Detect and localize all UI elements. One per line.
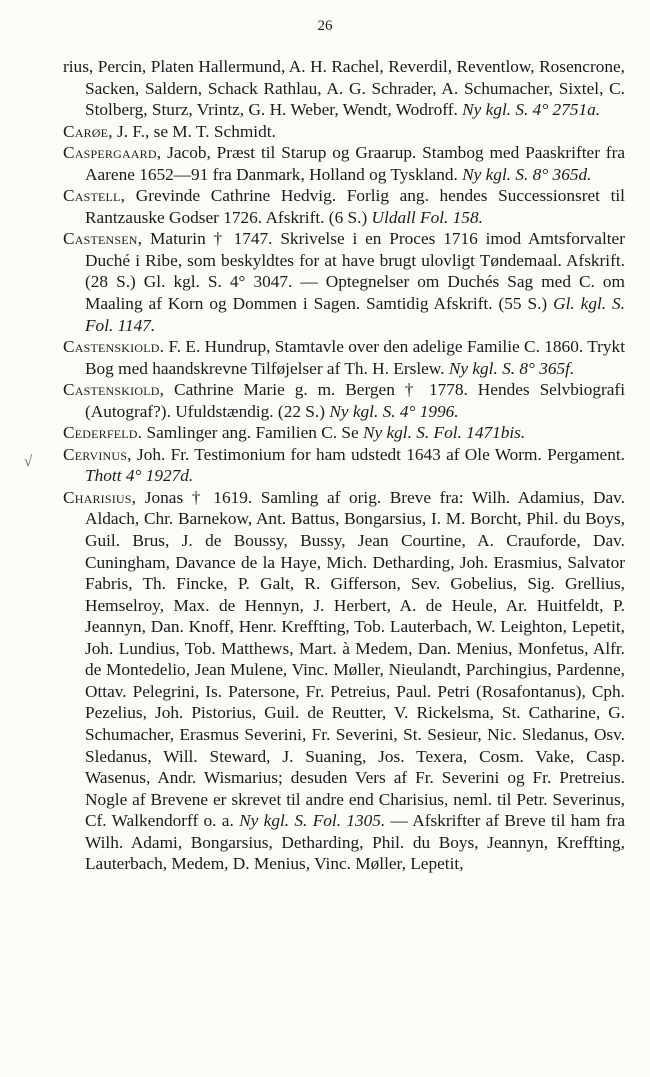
entry-reference: Ny kgl. S. 4° 2751a.: [462, 100, 601, 120]
entry-headword: Charisius,: [63, 487, 137, 507]
entry-headword: Caspergaard,: [63, 143, 162, 163]
catalog-entry: [63, 228, 625, 336]
entry-text: F. E. Hundrup, Stamtavle over den adelige Familie C. 1860. Trykt Bog med haandskrevne Tilføjelser af Th. H. Erslew.: [85, 337, 625, 378]
catalog-entry: [63, 379, 625, 422]
entry-text: Joh. Fr. Testimonium for ham udstedt 1643 af Ole Worm. Pergament.: [131, 444, 625, 464]
entry-headword: Castenskiold,: [63, 380, 165, 400]
catalog-entry: [63, 444, 625, 487]
entry-headword: Carøe,: [63, 121, 113, 141]
catalog-entry: [63, 142, 625, 185]
entry-headword: Castell,: [63, 186, 126, 206]
entry-headword: Castensen,: [63, 229, 143, 249]
entry-text: Jacob, Præst til Starup og Graarup. Stambog med Paaskrifter fra Aarene 1652—91 fra Danmark, Holland og Tyskland.: [85, 143, 625, 184]
entry-reference: Thott 4° 1927d.: [85, 466, 194, 486]
entry-text-continued: — Afskrifter af Breve til ham fra Wilh. Adami, Bongarsius, Detharding, Phil. du Boys, Jeannyn, Kreffting, Lauterbach, Medem, D. Menius, Vinc. Møller, Lepetit,: [85, 811, 626, 874]
catalog-entry: [63, 56, 625, 121]
entry-text: rius, Percin, Platen Hallermund, A. H. Rachel, Reverdil, Reventlow, Rosencrone, Sacken, Saldern, Schack Rathlau, A. G. Schrader, A. Schumacher, Sixtel, C. Stolberg, Sturz, Vrintz, G. H. Weber, Wendt, Wodroff.: [63, 57, 625, 120]
margin-annotation: √: [24, 454, 33, 470]
entry-text: Jonas † 1619. Samling af orig. Breve fra: Wilh. Adamius, Dav. Aldach, Chr. Barnekow, Ant. Battus, Bongarsius, I. M. Borcht, Phil. du Boys, Guil. Brus, J. de Boussy, Bussy, Jean Courtine, A. Crauforde, Dav. Cuningham, Davance de la Haye, Mich. Detharding, Joh. Erasmius, Salvator Fabris, Th. Fincke, P. Galt, R. Gifferson, Sev. Gobelius, Sig. Grellius, Hemselroy, Max. de Hennyn, J. Herbert, A. de Heule, Ar. Huitfeldt, P. Jeannyn, Dan. Knoff, Henr. Kreffting, Tob. Lauterbach, W. Leighton, Lepetit, Joh. Lundius, Tob. Matthews, Mart. à Medem, Dan. Menius, Monfetus, Alfr. de Montedelio, Jean Mulene, Vinc. Møller, Nieulandt, Parchingius, Pardenne, Ottav. Pelegrini, Is. Patersone, Fr. Petreius, Paul. Petri (Rosafontanus), Cph. Pezelius, Joh. Pistorius, Guil. de Reutter, V. Rickelsma, St. Catharine, G. Schumacher, Erasmus Severini, Fr. Severini, St. Sesieur, Nic. Sledanus, Osv. Sledanus, Will. Steward, J. Suaning, Jos. Texera, Cosm. Vake, Casp. Wasenus, Andr. Wismarius; desuden Vers af Fr. Severini og Fr. Pretreius. Nogle af Brevene er skrevet til andre end Charisius, neml. til Petr. Severinus, Cf. Walkendorff o. a.: [85, 487, 625, 831]
entry-reference: Ny kgl. S. 8° 365f.: [448, 358, 575, 378]
catalog-entries: [63, 56, 625, 875]
entry-reference: Uldall Fol. 158.: [371, 207, 483, 227]
catalog-entry: [63, 121, 625, 143]
entry-text: J. F., se M. T. Schmidt.: [112, 121, 276, 141]
catalog-entry: [63, 422, 625, 444]
entry-headword: Castenskiold.: [63, 337, 165, 357]
entry-text: Samlinger ang. Familien C. Se: [142, 423, 363, 443]
entry-reference: Ny kgl. S. 4° 1996.: [329, 401, 459, 421]
entry-text: Maturin † 1747. Skrivelse i en Proces 1716 imod Amtsforvalter Duché i Ribe, som beskyldtes for at have brugt ulovligt Tøndemaal. Afskrift. (28 S.) Gl. kgl. S. 4° 3047. — Optegnelser om Duchés Sag med C. om Maaling af Korn og Dommen i Sagen. Samtidig Afskrift. (55 S.): [85, 229, 625, 314]
page-number: 26: [317, 18, 333, 34]
entry-text: Grevinde Cathrine Hedvig. Forlig ang. hendes Successionsret til Rantzauske Godser 1726. Afskrift. (6 S.): [85, 186, 625, 227]
entry-reference: Ny kgl. S. 8° 365d.: [462, 164, 592, 184]
catalog-entry: [63, 336, 625, 379]
entry-reference: Ny kgl. S. Fol. 1305.: [239, 811, 386, 831]
entry-text: Cathrine Marie g. m. Bergen † 1778. Hendes Selvbiografi (Autograf?). Ufuldstændig. (22 S.): [85, 380, 625, 421]
catalog-entry: [63, 487, 625, 875]
entry-headword: Cervinus,: [63, 444, 132, 464]
entry-headword: Cederfeld.: [63, 423, 143, 443]
catalog-entry: [63, 185, 625, 228]
entry-reference: Gl. kgl. S. Fol. 1147.: [85, 294, 625, 335]
entry-reference: Ny kgl. S. Fol. 1471bis.: [362, 423, 526, 443]
